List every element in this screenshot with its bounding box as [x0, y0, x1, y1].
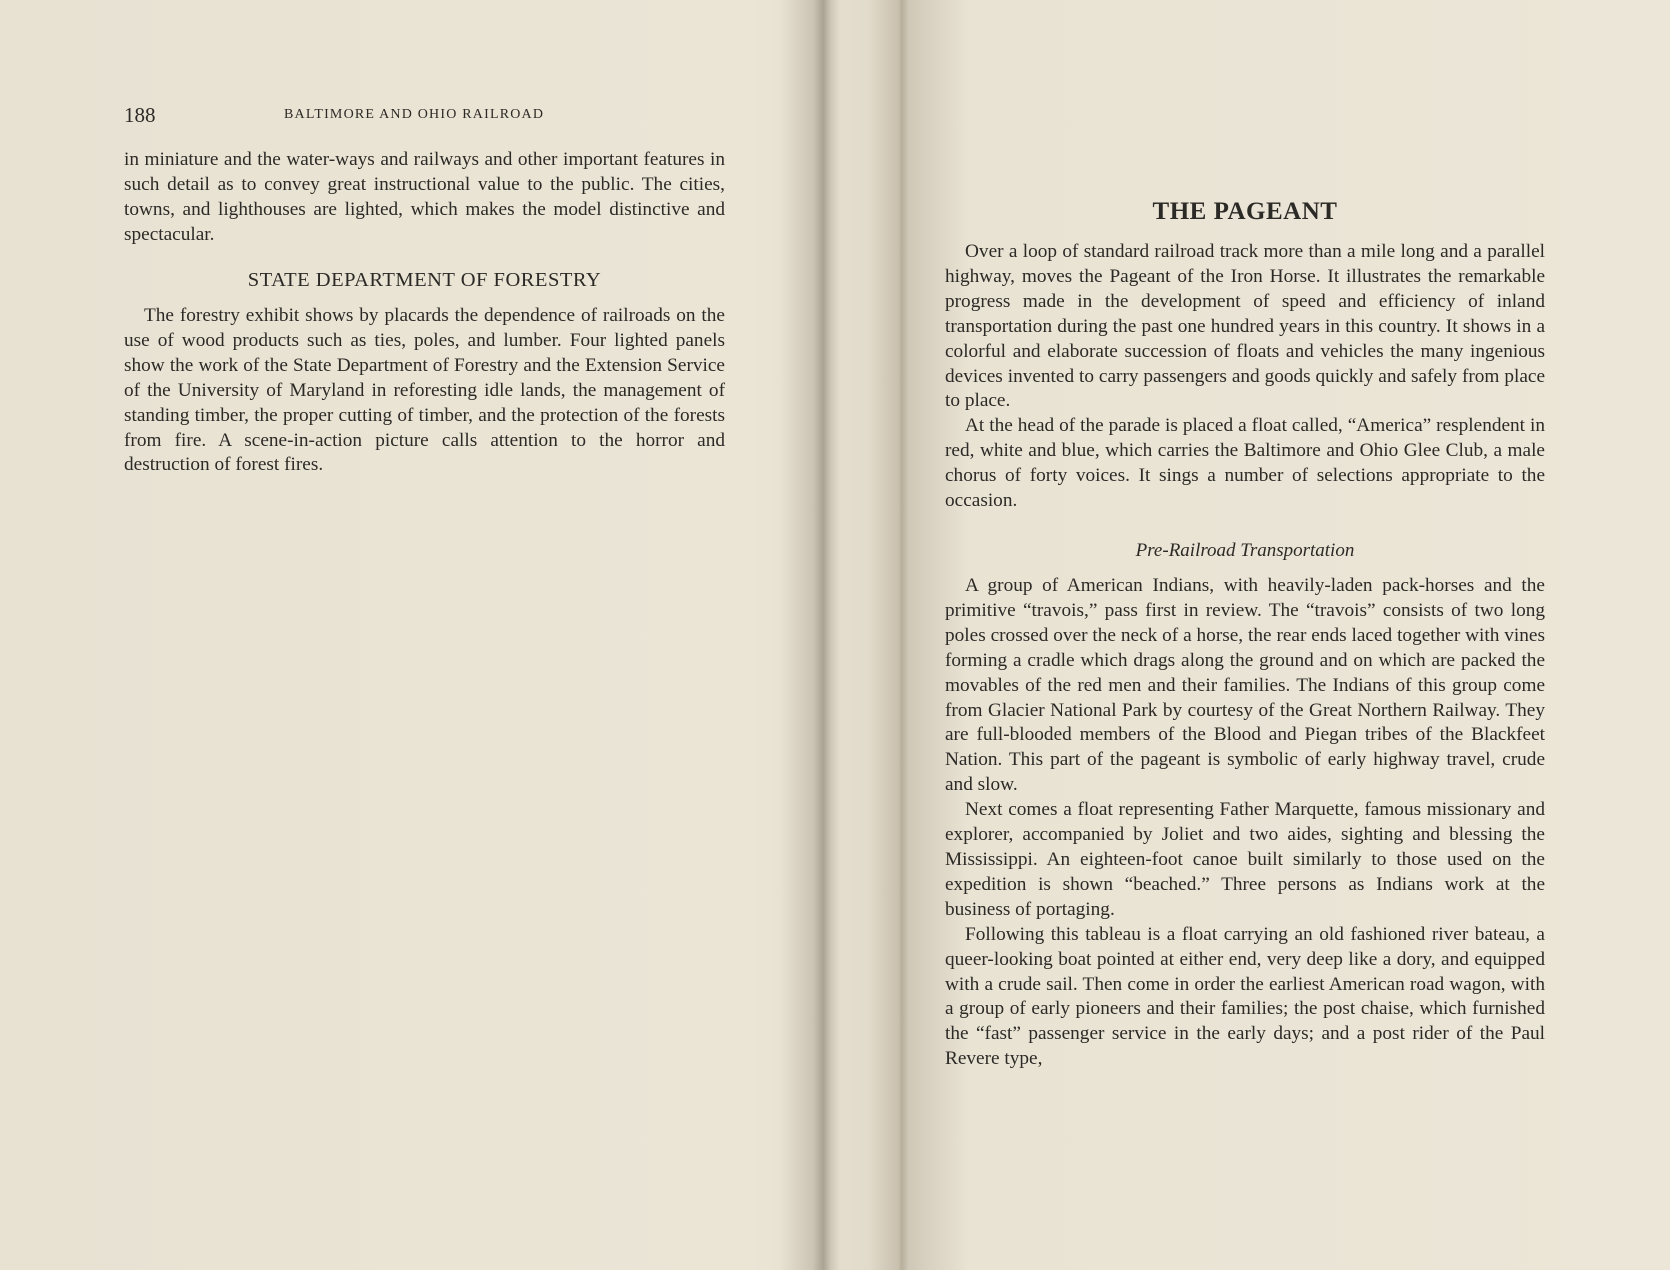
page-title: THE PAGEANT [1152, 198, 1338, 225]
continuation-paragraph: in miniature and the water-ways and railways and other important features in such detail as to convey great instructional value to the public. The cities, towns, and lighthouses are lighted, which makes the model distinctive and spectacular. [124, 149, 725, 245]
subheading: Pre-Railroad Transportation [1135, 540, 1355, 561]
body-paragraph-3: Following this tableau is a float carrying an old fashioned river bateau, a queer-looking boat pointed at either end, very deep like a dory, and equipped with a crude sail. Then come in order the earliest American road wagon, with a group of early pioneers and their families; the post chaise, which furnished the “fast” passenger service in the early days; and a post rider of the Paul Revere type, [945, 923, 1545, 1070]
forestry-text [124, 304, 725, 478]
body-paragraph-2: Next comes a float representing Father Marquette, famous missionary and explorer, accompanied by Joliet and two aides, sighting and blessing the Mississippi. An eighteen-foot canoe built similarly to those used on the expedition is shown “beached.” Three persons as Indians work at the business of portaging. [945, 799, 1545, 920]
intro-paragraph-1: Over a loop of standard railroad track more than a mile long and a parallel highway, moves the Pageant of the Iron Horse. It illustrates the remarkable progress made in the development of speed and efficiency of inland transportation during the past one hundred years in this country. It shows in a colorful and elaborate succession of floats and vehicles the many ingenious devices invented to carry passengers and goods quickly and safely from place to place. [945, 241, 1545, 412]
forestry-paragraph: The forestry exhibit shows by placards the dependence of railroads on the use of wood products such as ties, poles, and lumber. Four lighted panels show the work of the State Department of Forestry and the Extension Service of the University of Maryland in reforesting idle lands, the management of standing timber, the proper cutting of timber, and the protection of the forests from fire. A scene-in-action picture calls attention to the horror and destruction of forest fires. [124, 305, 725, 476]
page-number: 188 [124, 103, 156, 127]
right-page [835, 0, 1670, 1270]
left-page [0, 0, 825, 1270]
running-title: BALTIMORE AND OHIO RAILROAD [284, 107, 545, 122]
continuation-text [124, 148, 725, 248]
running-head [124, 102, 724, 128]
intro-text [945, 240, 1545, 514]
body-text [945, 574, 1545, 1072]
body-paragraph-1: A group of American Indians, with heavily-laden pack-horses and the primitive “travois,” pass first in review. The “travois” consists of two long poles crossed over the neck of a horse, the rear ends laced together with vines forming a cradle which drags along the ground and on which are packed the movables of the red men and their families. The Indians of this group come from Glacier National Park by courtesy of the Great Northern Railway. They are full-blooded members of the Blood and Piegan tribes of the Blackfeet Nation. This part of the pageant is symbolic of early highway travel, crude and slow. [945, 575, 1545, 796]
intro-paragraph-2: At the head of the parade is placed a float called, “America” resplendent in red, white and blue, which carries the Baltimore and Ohio Glee Club, a male chorus of forty voices. It sings a number of selections appropriate to the occasion. [945, 415, 1545, 512]
section-heading: STATE DEPARTMENT OF FORESTRY [247, 269, 602, 291]
